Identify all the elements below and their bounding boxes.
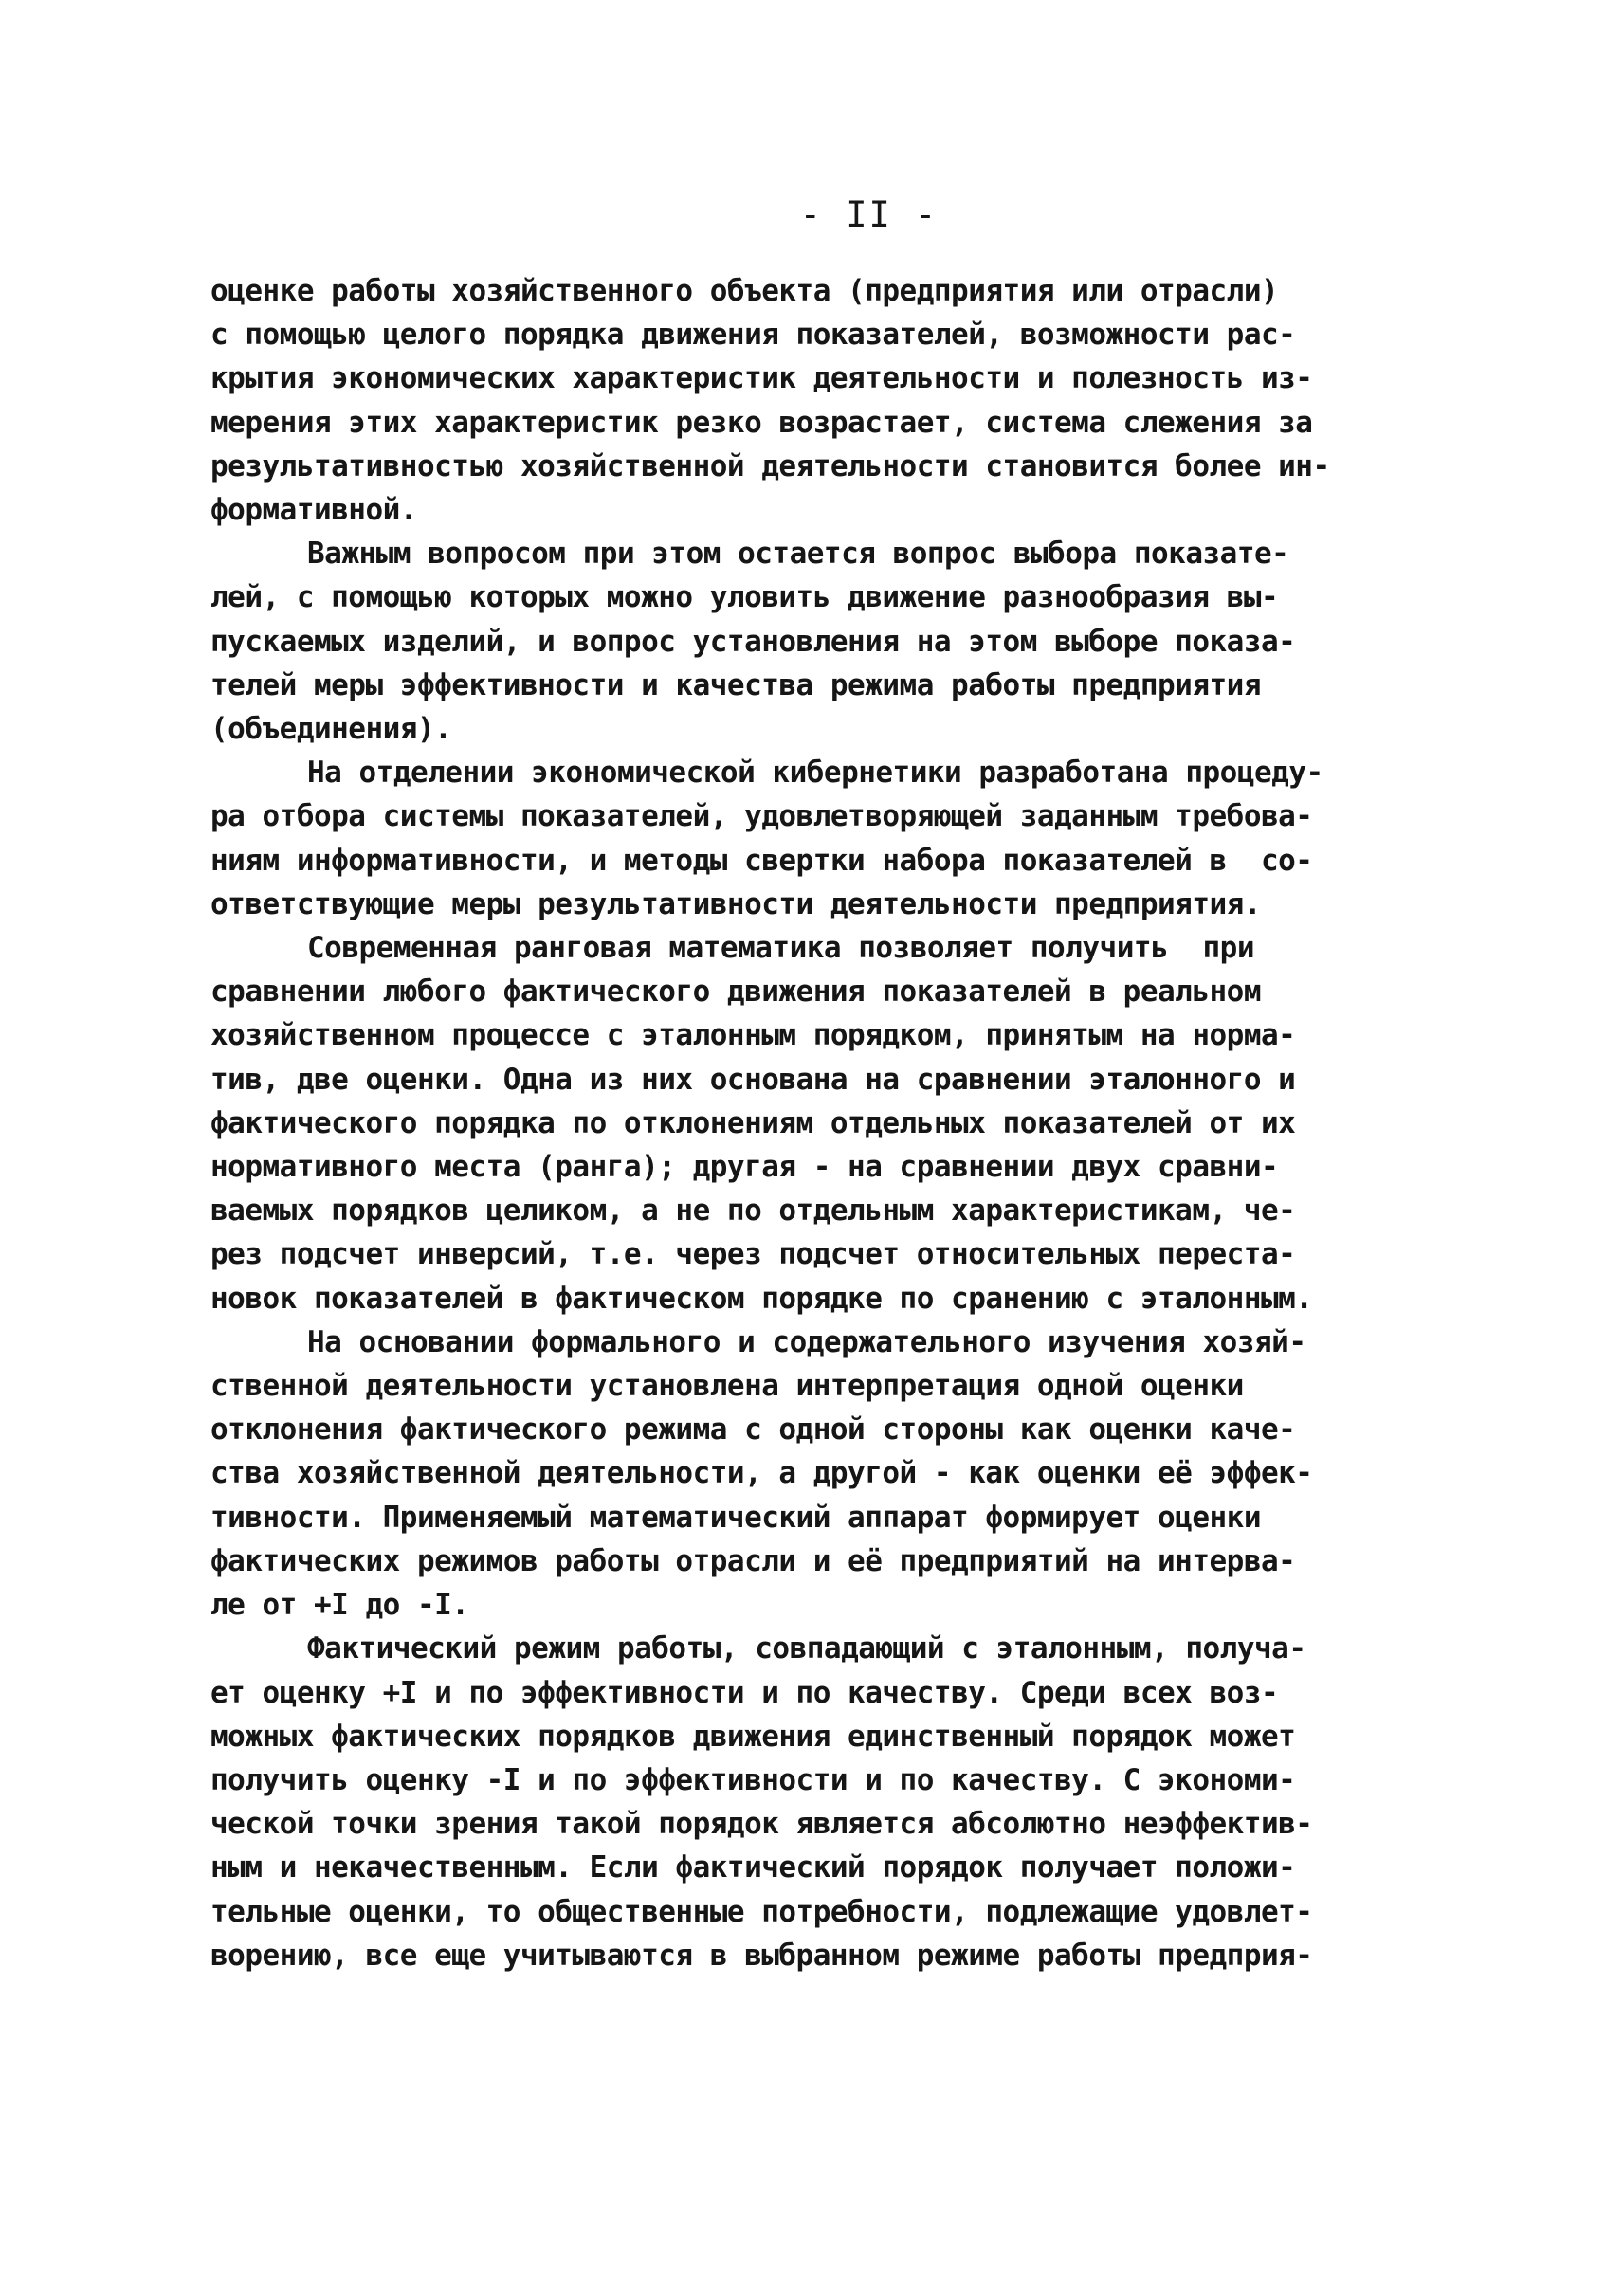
text-line: телей меры эффективности и качества режима работы предприятия (210, 667, 1261, 702)
text-line: пускаемых изделий, и вопрос установления на этом выборе показа- (210, 624, 1296, 659)
text-line: фактических режимов работы отрасли и её предприятий на интерва- (210, 1543, 1296, 1578)
text-line: На основании формального и содержательного изучения хозяй- (307, 1324, 1306, 1359)
text-line: Важным вопросом при этом остается вопрос выбора показате- (307, 537, 1289, 572)
text-line: На отделении экономической кибернетики разработана процеду- (307, 756, 1323, 791)
text-line: ческой точки зрения такой порядок является абсолютно неэффектив- (210, 1807, 1313, 1842)
text-line: можных фактических порядков движения единственный порядок может (210, 1719, 1296, 1754)
text-line: Фактический режим работы, совпадающий с эталонным, получа- (307, 1631, 1306, 1667)
text-line: мерения этих характеристик резко возрастает, система слежения за (210, 405, 1313, 440)
text-line: формативной. (210, 493, 417, 528)
page-number: - II - (799, 194, 939, 235)
text-line: ственной деятельности установлена интерпретация одной оценки (210, 1369, 1244, 1404)
text-line: ниям информативности, и методы свертки набора показателей в со- (210, 843, 1313, 878)
paragraph (210, 1321, 1433, 1627)
paragraph (210, 926, 1433, 1321)
text-line: новок показателей в фактическом порядке по сранению с эталонным. (210, 1281, 1313, 1316)
text-line: тив, две оценки. Одна из них основана на сравнении эталонного и (210, 1062, 1296, 1097)
paragraph (210, 269, 1433, 532)
text-line: ле от +I до -I. (210, 1588, 469, 1623)
text-line: ства хозяйственной деятельности, а другой - как оценки её эффек- (210, 1456, 1313, 1491)
text-line: тельные оценки, то общественные потребности, подлежащие удовлет- (210, 1894, 1313, 1929)
text-line: сравнении любого фактического движения показателей в реальном (210, 974, 1261, 1010)
text-line: ворению, все еще учитываются в выбранном режиме работы предприя- (210, 1938, 1313, 1973)
text-line: (объединения). (210, 712, 452, 747)
text-line: с помощью целого порядка движения показателей, возможности рас- (210, 318, 1296, 353)
text-line: ет оценку +I и по эффективности и по качеству. Среди всех воз- (210, 1675, 1279, 1710)
text-line: фактического порядка по отклонениям отдельных показателей от их (210, 1105, 1296, 1140)
text-line: ра отбора системы показателей, удовлетворяющей заданным требова- (210, 799, 1313, 834)
paragraph (210, 751, 1433, 926)
text-line: крытия экономических характеристик деятельности и полезность из- (210, 361, 1313, 396)
text-line: ваемых порядков целиком, а не по отдельным характеристикам, че- (210, 1193, 1296, 1229)
text-line: результативностью хозяйственной деятельности становится более ин- (210, 448, 1330, 483)
text-line: ответствующие меры результативности деятельности предприятия. (210, 886, 1261, 921)
text-line: хозяйственном процессе с эталонным порядком, принятым на норма- (210, 1018, 1296, 1053)
paragraph (210, 1627, 1433, 1977)
text-line: лей, с помощью которых можно уловить движение разнообразия вы- (210, 580, 1279, 615)
text-line: ным и некачественным. Если фактический порядок получает положи- (210, 1850, 1296, 1885)
paragraph (210, 532, 1433, 751)
body-text (210, 269, 1433, 1977)
text-line: получить оценку -I и по эффективности и по качеству. С экономи- (210, 1762, 1296, 1797)
text-line: рез подсчет инверсий, т.е. через подсчет относительных переста- (210, 1237, 1296, 1272)
text-line: отклонения фактического режима с одной стороны как оценки каче- (210, 1412, 1296, 1448)
text-line: нормативного места (ранга); другая - на сравнении двух сравни- (210, 1150, 1279, 1185)
text-line: тивности. Применяемый математический аппарат формирует оценки (210, 1500, 1261, 1535)
text-line: оценке работы хозяйственного объекта (предприятия или отрасли) (210, 274, 1279, 308)
text-line: Современная ранговая математика позволяет получить при (307, 931, 1254, 966)
